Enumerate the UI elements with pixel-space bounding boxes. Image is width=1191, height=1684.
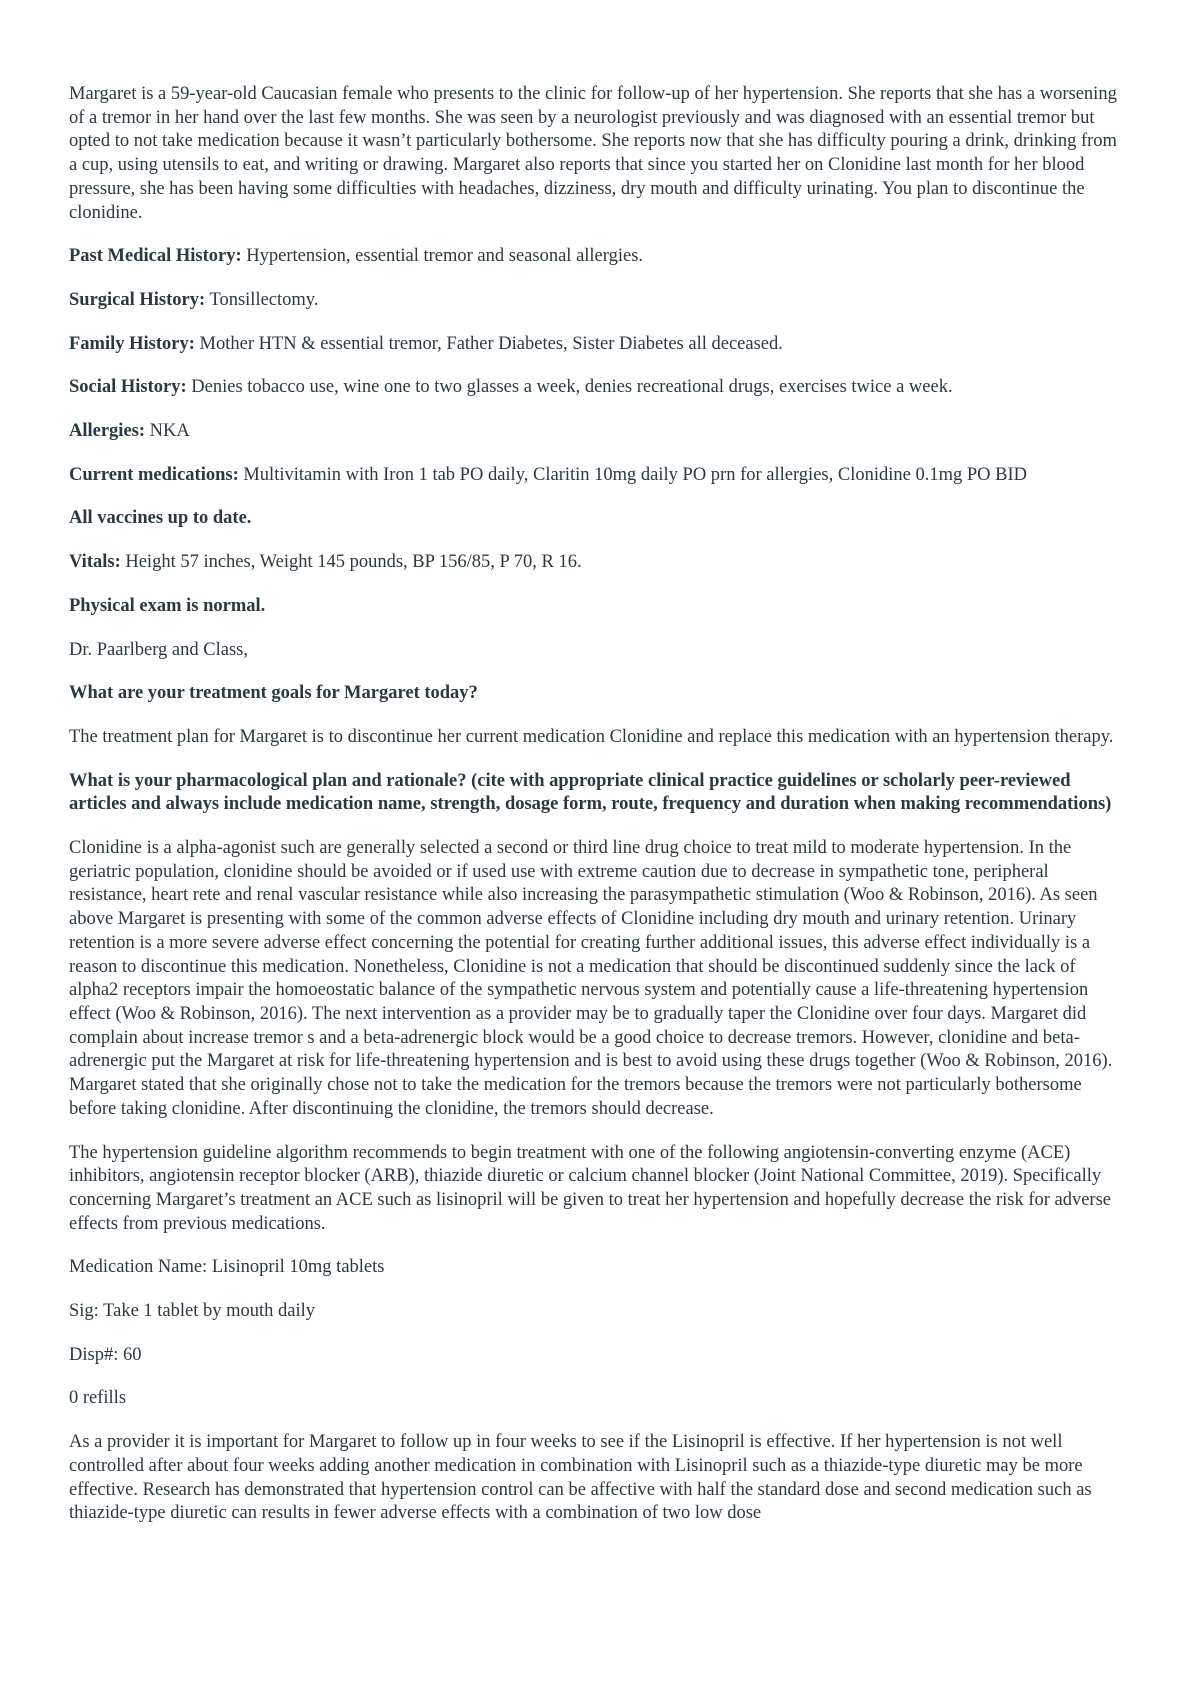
pmh-label: Past Medical History: xyxy=(69,246,242,267)
surgical-label: Surgical History: xyxy=(69,289,206,310)
medication-name: Medication Name: Lisinopril 10mg tablets xyxy=(69,1257,385,1278)
document-page xyxy=(69,83,1129,1546)
physical-exam-statement: Physical exam is normal. xyxy=(69,595,266,616)
rationale-paragraph-1: Clonidine is a alpha-agonist such are generally selected a second or third line drug choice to treat mild to moderate hypertension. In the geriatric population, clonidine should be avoided or if used use with extreme caution due to decrease in sympathetic tone, peripheral resistance, heart rete and renal vascular resistance while also increasing the parasympathetic stimulation (Woo & Robinson, 2016). As seen above Margaret is presenting with some of the common adverse effects of Clonidine including dry mouth and urinary retention. Urinary retention is a more severe adverse effect concerning the potential for creating further additional issues, this adverse effect individually is a reason to discontinue this medication. Nonetheless, Clonidine is not a medication that should be discontinued suddenly since the lack of alpha2 receptors impair the homoeostatic balance of the sympathetic nervous system and potentially cause a life-threatening hypertension effect (Woo & Robinson, 2016). The next intervention as a provider may be to gradually taper the Clonidine over four days. Margaret did complain about increase tremor s and a beta-adrenergic block would be a good choice to decrease tremors. However, clonidine and beta-adrenergic put the Margaret at risk for life-threatening hypertension and is best to avoid using these drugs together (Woo & Robinson, 2016). Margaret stated that she originally chose not to take the medication for the tremors because the tremors were not particularly bothersome before taking clonidine. After discontinuing the clonidine, the tremors should decrease. xyxy=(69,838,1113,1119)
family-history xyxy=(69,333,1129,357)
rationale-paragraph-2: The hypertension guideline algorithm recommends to begin treatment with one of the following angiotensin-converting enzyme (ACE) inhibitors, angiotensin receptor blocker (ARB), thiazide diuretic or calcium channel blocker (Joint National Committee, 2019). Specifically concerning Margaret’s treatment an ACE such as lisinopril will be given to treat her hypertension and hopefully decrease the risk for adverse effects from previous medications. xyxy=(69,1142,1112,1234)
question-pharmacological-plan: What is your pharmacological plan and rationale? (cite with appropriate clinical practice guidelines or scholarly peer-reviewed articles and always include medication name, strength, dosage form, route, frequency and duration when making recommendations) xyxy=(69,770,1112,815)
allergies xyxy=(69,420,1129,444)
question-treatment-goals: What are your treatment goals for Margaret today? xyxy=(69,683,478,704)
medication-disp: Disp#: 60 xyxy=(69,1344,142,1365)
followup-paragraph: As a provider it is important for Margaret to follow up in four weeks to see if the Lisinopril is effective. If her hypertension is not well controlled after about four weeks adding another medication in combination with Lisinopril such as a thiazide-type diuretic may be more effective. Research has demonstrated that hypertension control can be affective with half the standard dose and second medication such as thiazide-type diuretic can results in fewer adverse effects with a combination of two low dose xyxy=(69,1432,1092,1524)
family-label: Family History: xyxy=(69,333,195,354)
pmh-value: Hypertension, essential tremor and seasonal allergies. xyxy=(241,246,644,267)
medication-refills: 0 refills xyxy=(69,1388,127,1409)
social-history xyxy=(69,376,1129,400)
answer-treatment-goals: The treatment plan for Margaret is to discontinue her current medication Clonidine and replace this medication with an hypertension therapy. xyxy=(69,726,1114,747)
vaccines-statement: All vaccines up to date. xyxy=(69,508,252,529)
meds-label: Current medications: xyxy=(69,464,239,485)
vitals-value: Height 57 inches, Weight 145 pounds, BP 156/85, P 70, R 16. xyxy=(120,552,582,573)
allergies-value: NKA xyxy=(145,421,190,442)
vitals xyxy=(69,551,1129,575)
vitals-label: Vitals: xyxy=(69,552,121,573)
current-medications xyxy=(69,464,1129,488)
intro-paragraph: Margaret is a 59-year-old Caucasian female who presents to the clinic for follow-up of her hypertension. She reports that she has a worsening of a tremor in her hand over the last few months. She was seen by a neurologist previously and was diagnosed with an essential tremor but opted to not take medication because it wasn’t particularly bothersome. She reports now that she has difficulty pouring a drink, drinking from a cup, using utensils to eat, and writing or drawing. Margaret also reports that since you started her on Clonidine last month for her blood pressure, she has been having some difficulties with headaches, dizziness, dry mouth and difficulty urinating. You plan to discontinue the clonidine. xyxy=(69,84,1117,223)
meds-value: Multivitamin with Iron 1 tab PO daily, Claritin 10mg daily PO prn for allergies, Clonidine 0.1mg PO BID xyxy=(238,464,1027,485)
family-value: Mother HTN & essential tremor, Father Diabetes, Sister Diabetes all deceased. xyxy=(194,333,783,354)
past-medical-history xyxy=(69,245,1129,269)
social-label: Social History: xyxy=(69,377,187,398)
medication-sig: Sig: Take 1 tablet by mouth daily xyxy=(69,1301,316,1322)
salutation: Dr. Paarlberg and Class, xyxy=(69,639,248,660)
surgical-value: Tonsillectomy. xyxy=(205,289,319,310)
allergies-label: Allergies: xyxy=(69,421,146,442)
surgical-history xyxy=(69,289,1129,313)
social-value: Denies tobacco use, wine one to two glasses a week, denies recreational drugs, exercises twice a week. xyxy=(186,377,953,398)
